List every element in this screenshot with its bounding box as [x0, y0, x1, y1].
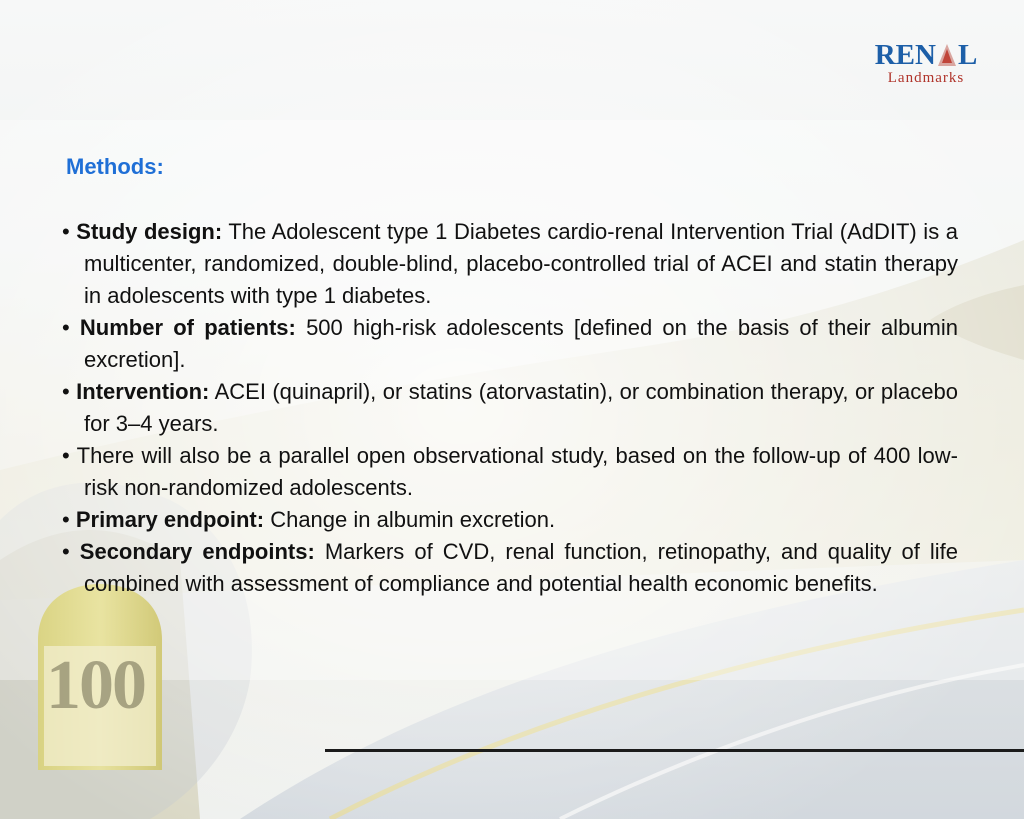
footer-rule	[325, 749, 1024, 752]
methods-list	[62, 216, 958, 600]
bullet: •	[62, 507, 70, 532]
logo-text-left: REN	[874, 39, 936, 71]
renal-landmarks-logo	[874, 40, 978, 86]
bullet: •	[62, 443, 70, 468]
list-item	[62, 440, 958, 504]
item-text: ACEI (quinapril), or statins (atorvastatin), or combination therapy, or placebo for 3–4 years.	[84, 379, 958, 436]
item-text: The Adolescent type 1 Diabetes cardio-renal Intervention Trial (AdDIT) is a multicenter, randomized, double-blind, placebo-controlled trial of ACEI and statin therapy in adolescents with type 1 diabetes.	[84, 219, 958, 308]
item-label: Study design:	[76, 219, 223, 244]
logo-subtitle: Landmarks	[887, 70, 965, 86]
list-item	[62, 312, 958, 376]
item-label: Primary endpoint:	[75, 507, 265, 532]
methods-heading: Methods:	[66, 154, 164, 179]
list-item	[62, 504, 958, 536]
item-text: There will also be a parallel open observational study, based on the follow-up of 400 low-risk non-randomized adolescents.	[76, 443, 959, 500]
logo-a-triangle-icon	[937, 43, 957, 67]
item-label: Intervention:	[76, 379, 210, 404]
list-item	[62, 536, 958, 600]
item-label: Number of patients:	[79, 315, 296, 340]
bullet: •	[62, 219, 70, 244]
item-text: Change in albumin excretion.	[264, 507, 556, 532]
milestone-number: 100	[46, 647, 145, 724]
logo-text-right: L	[957, 39, 978, 71]
item-label: Secondary endpoints:	[79, 539, 315, 564]
list-item	[62, 216, 958, 312]
bullet: •	[62, 539, 70, 564]
list-item	[62, 376, 958, 440]
logo-wordmark	[874, 40, 978, 70]
bullet: •	[62, 315, 70, 340]
item-text: Markers of CVD, renal function, retinopathy, and quality of life combined with assessment of compliance and potential health economic benefits.	[84, 539, 958, 596]
item-text: 500 high-risk adolescents [defined on the basis of their albumin excretion].	[84, 315, 958, 372]
bullet: •	[62, 379, 70, 404]
